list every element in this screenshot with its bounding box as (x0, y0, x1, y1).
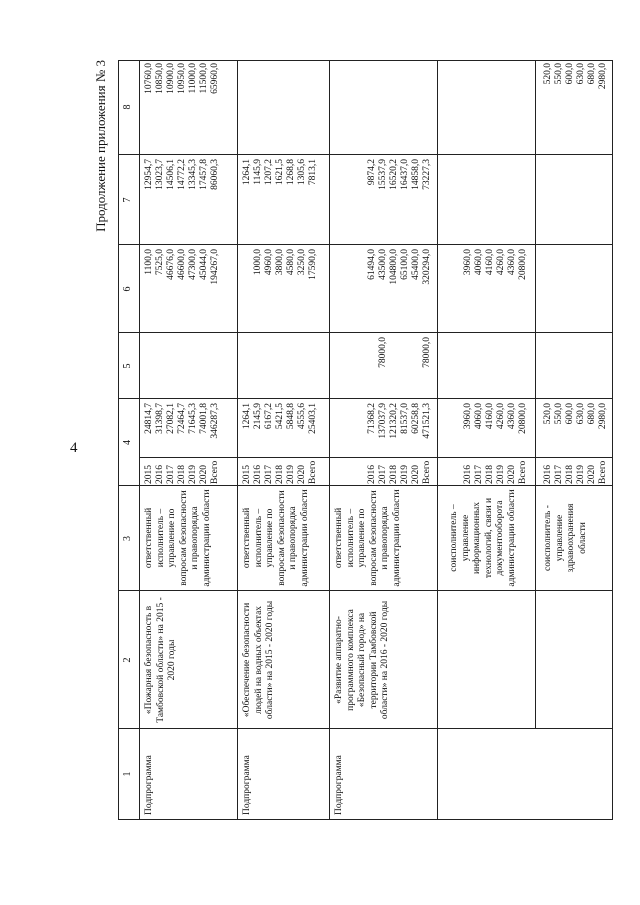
row-divider (329, 61, 330, 819)
row-col8: 520,0 550,0 600,0 630,0 680,0 2980,0 (543, 63, 608, 90)
row-divider (237, 61, 238, 819)
row-name: «Развитие аппаратно-программного комплекса «Безопасный город» на территории Тамбовской области» на 2016 - 2020 годы (334, 600, 390, 720)
row-col7: 1264,1 1145,9 1207,2 1621,5 1268,8 1305,6 7813,1 (242, 159, 318, 186)
row-col8: 10760,0 10850,0 10900,0 10950,0 11000,0 11500,0 65960,0 (144, 63, 220, 94)
row-years: 2016 2017 2018 2019 2020 Всего (543, 460, 608, 484)
row-executor: соисполнитель – управление информационных технологий, связи и документооборота администрации области (449, 489, 517, 587)
col-header-6: 6 (122, 286, 133, 292)
row-years: 2016 2017 2018 2019 2020 Всего (463, 460, 528, 484)
row-type: Подпрограмма (334, 755, 344, 815)
row-col7: 12954,7 13023,7 14506,1 14772,2 13345,3 17457,8 86060,3 (144, 159, 220, 190)
row-col6: 1000,0 4960,0 3800,0 4580,0 3250,0 17590,0 (253, 249, 318, 280)
row-col6: 61494,0 43500,0 104800,0 65100,0 45400,0 320294,0 (367, 249, 432, 285)
row-executor: соисполнитель - управление здравоохранения области (543, 503, 588, 573)
row-col4: 3960,0 4060,0 4160,0 4260,0 4360,0 20800,0 (463, 403, 528, 434)
col-header-1: 1 (122, 771, 133, 777)
row-years: 2016 2017 2018 2019 2020 Всего (367, 460, 432, 484)
row-divider (437, 61, 438, 819)
col-divider (119, 485, 612, 486)
col-divider (119, 332, 612, 333)
row-executor: ответственный исполнитель – управление по вопросам безопасности и правопорядка администрации области (144, 489, 212, 587)
budget-table (118, 60, 613, 820)
row-type: Подпрограмма (242, 755, 252, 815)
col-divider (119, 154, 612, 155)
col-divider (119, 728, 612, 729)
col-header-4: 4 (122, 440, 133, 445)
row-col4: 520,0 550,0 600,0 630,0 680,0 2980,0 (543, 403, 608, 430)
row-type: Подпрограмма (144, 755, 154, 815)
col-header-8: 8 (122, 104, 133, 110)
row-executor: ответственный исполнитель – управление по вопросам безопасности и правопорядка администрации области (334, 489, 402, 587)
col-header-7: 7 (122, 197, 133, 203)
row-col6: 1100,0 7525,0 46676,0 46600,0 47300,0 45044,0 194267,0 (144, 249, 220, 285)
row-years: 2015 2016 2017 2018 2019 2020 Всего (242, 460, 318, 484)
appendix-caption: Продолжение приложения № 3 (93, 60, 108, 232)
col-header-5: 5 (122, 363, 133, 369)
row-executor: ответственный исполнитель – управление по вопросам безопасности и правопорядка администрации области (242, 489, 310, 587)
row-col7: 9874,2 15537,9 16520,2 16437,0 14858,0 73227,3 (367, 159, 432, 190)
row-col4: 71368,2 137037,9 121320,2 81537,0 60258,8 471521,3 (367, 403, 432, 439)
year-divider (139, 457, 612, 458)
row-col4: 1264,1 2145,9 6167,2 5421,5 5848,8 4555,6 25403,1 (242, 403, 318, 434)
col-divider (119, 398, 612, 399)
row-divider (535, 61, 536, 729)
col-header-2: 2 (122, 657, 133, 663)
row-name: «Обеспечение безопасности людей на водных объектах области» на 2015 - 2020 годы (242, 600, 275, 720)
col-divider (119, 244, 612, 245)
header-divider (139, 61, 140, 819)
row-col4: 24814,7 31398,7 27082,1 72464,7 71645,3 74001,8 346287,3 (144, 403, 220, 439)
rotated-table-page (90, 60, 615, 820)
col-divider (119, 590, 612, 591)
row-col6: 3960,0 4060,0 4160,0 4260,0 4360,0 20800,0 (463, 249, 528, 280)
row-years: 2015 2016 2017 2018 2019 2020 Всего (144, 460, 220, 484)
page-number: 4 (70, 440, 78, 456)
col-header-3: 3 (122, 536, 133, 541)
row-col5: 78000,0 78000,0 (378, 337, 432, 368)
row-name: «Пожарная безопасность в Тамбовской области» на 2015 - 2020 годы (144, 597, 177, 723)
